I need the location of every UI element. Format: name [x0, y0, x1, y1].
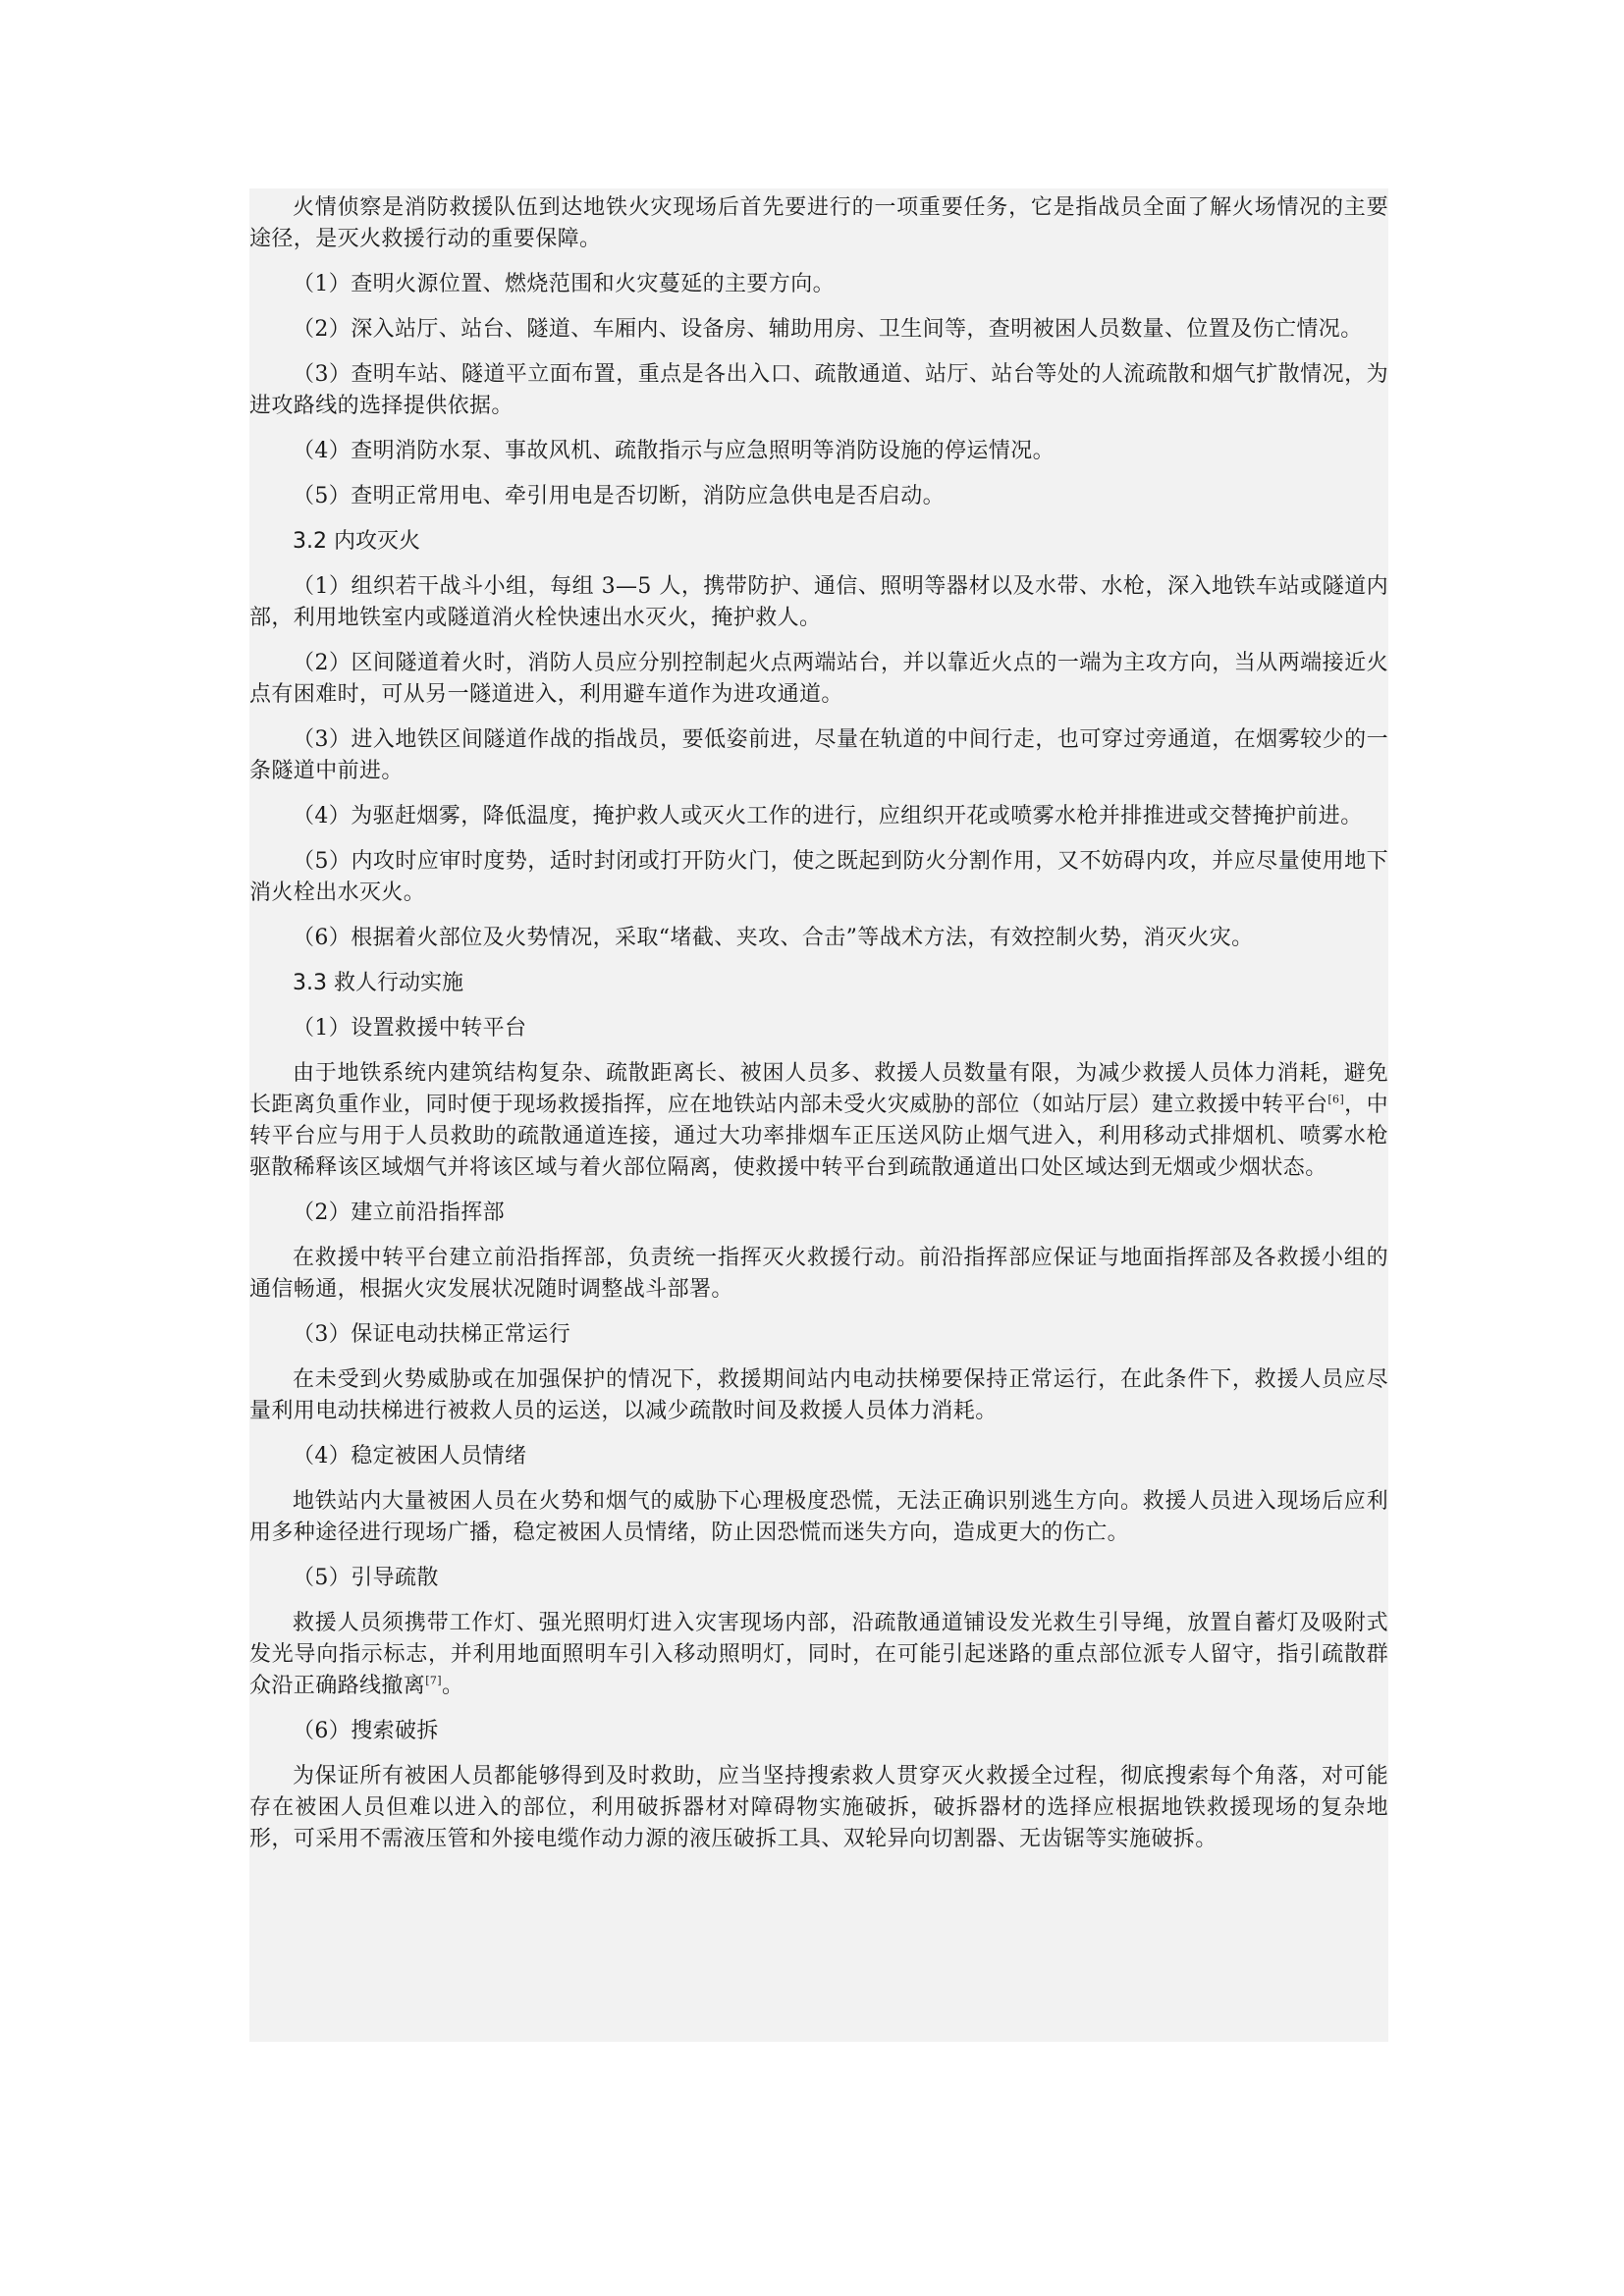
- rescue-text-5a: 救援人员须携带工作灯、强光照明灯进入灾害现场内部，沿疏散通道铺设发光救生引导绳，放置自蓄灯及吸附式发光导向指示标志，并利用地面照明车引入移动照明灯，同时，在可能引起迷路的重点部位派专人留守，指引疏散群众沿正确路线撤离: [249, 1611, 1388, 1698]
- attack-item-4: （4）为驱赶烟雾，降低温度，掩护救人或灭火工作的进行，应组织开花或喷雾水枪并排推进或交替掩护前进。: [293, 804, 1363, 828]
- section-heading-3-3: 3.3 救人行动实施: [293, 971, 463, 995]
- citation-6: [6]: [1327, 1093, 1345, 1106]
- rescue-text-2: 在救援中转平台建立前沿指挥部，负责统一指挥灭火救援行动。前沿指挥部应保证与地面指挥部及各救援小组的通信畅通，根据火灾发展状况随时调整战斗部署。: [249, 1246, 1388, 1302]
- recon-item-1: （1）查明火源位置、燃烧范围和火灾蔓延的主要方向。: [293, 272, 835, 296]
- section-heading-3-2: 3.2 内攻灭火: [293, 529, 420, 554]
- attack-item-3: （3）进入地铁区间隧道作战的指战员，要低姿前进，尽量在轨道的中间行走，也可穿过旁通道，在烟雾较少的一条隧道中前进。: [249, 727, 1388, 783]
- attack-item-6: （6）根据着火部位及火势情况，采取“堵截、夹攻、合击”等战术方法，有效控制火势，消灭火灾。: [293, 926, 1254, 950]
- recon-item-2: （2）深入站厅、站台、隧道、车厢内、设备房、辅助用房、卫生间等，查明被困人员数量、位置及伤亡情况。: [293, 317, 1363, 342]
- citation-7: [7]: [425, 1674, 442, 1687]
- rescue-subtitle-2: （2）建立前沿指挥部: [293, 1201, 505, 1225]
- recon-item-4: （4）查明消防水泵、事故风机、疏散指示与应急照明等消防设施的停运情况。: [293, 439, 1055, 463]
- attack-item-1: （1）组织若干战斗小组，每组 3—5 人，携带防护、通信、照明等器材以及水带、水枪，深入地铁车站或隧道内部，利用地铁室内或隧道消火栓快速出水灭火，掩护救人。: [249, 574, 1388, 630]
- document-body: [249, 192, 1388, 1869]
- recon-item-5: （5）查明正常用电、牵引用电是否切断，消防应急供电是否启动。: [293, 484, 945, 508]
- attack-item-5: （5）内攻时应审时度势，适时封闭或打开防火门，使之既起到防火分割作用，又不妨碍内攻，并应尽量使用地下消火栓出水灭火。: [249, 849, 1388, 905]
- rescue-subtitle-1: （1）设置救援中转平台: [293, 1016, 527, 1041]
- rescue-text-6: 为保证所有被困人员都能够得到及时救助，应当坚持搜索救人贯穿灭火救援全过程，彻底搜索每个角落，对可能存在被困人员但难以进入的部位，利用破拆器材对障碍物实施破拆，破拆器材的选择应根据地铁救援现场的复杂地形，可采用不需液压管和外接电缆作动力源的液压破拆工具、双轮异向切割器、无齿锯等实施破拆。: [249, 1764, 1388, 1851]
- rescue-text-1a: 由于地铁系统内建筑结构复杂、疏散距离长、被困人员多、救援人员数量有限，为减少救援人员体力消耗，避免长距离负重作业，同时便于现场救援指挥，应在地铁站内部未受火灾威胁的部位（如站厅层）建立救援中转平台: [249, 1061, 1388, 1117]
- rescue-subtitle-6: （6）搜索破拆: [293, 1719, 439, 1743]
- intro-paragraph: 火情侦察是消防救援队伍到达地铁火灾现场后首先要进行的一项重要任务，它是指战员全面了解火场情况的主要途径，是灭火救援行动的重要保障。: [249, 195, 1388, 251]
- rescue-text-5: [249, 1608, 1388, 1702]
- rescue-text-3: 在未受到火势威胁或在加强保护的情况下，救援期间站内电动扶梯要保持正常运行，在此条件下，救援人员应尽量利用电动扶梯进行被救人员的运送，以减少疏散时间及救援人员体力消耗。: [249, 1367, 1388, 1423]
- rescue-text-4: 地铁站内大量被困人员在火势和烟气的威胁下心理极度恐慌，无法正确识别逃生方向。救援人员进入现场后应利用多种途径进行现场广播，稳定被困人员情绪，防止因恐慌而迷失方向，造成更大的伤亡。: [249, 1489, 1388, 1545]
- rescue-text-1: [249, 1058, 1388, 1184]
- attack-item-2: （2）区间隧道着火时，消防人员应分别控制起火点两端站台，并以靠近火点的一端为主攻方向，当从两端接近火点有困难时，可从另一隧道进入，利用避车道作为进攻通道。: [249, 651, 1388, 707]
- rescue-text-5b: 。: [442, 1674, 464, 1698]
- recon-item-3: （3）查明车站、隧道平立面布置，重点是各出入口、疏散通道、站厅、站台等处的人流疏散和烟气扩散情况，为进攻路线的选择提供依据。: [249, 362, 1388, 418]
- rescue-subtitle-4: （4）稳定被困人员情绪: [293, 1444, 527, 1468]
- rescue-subtitle-5: （5）引导疏散: [293, 1566, 439, 1590]
- rescue-text-1b: ，中转平台应与用于人员救助的疏散通道连接，通过大功率排烟车正压送风防止烟气进入，利用移动式排烟机、喷雾水枪驱散稀释该区域烟气并将该区域与着火部位隔离，使救援中转平台到疏散通道出口处区域达到无烟或少烟状态。: [249, 1093, 1388, 1180]
- rescue-subtitle-3: （3）保证电动扶梯正常运行: [293, 1322, 571, 1347]
